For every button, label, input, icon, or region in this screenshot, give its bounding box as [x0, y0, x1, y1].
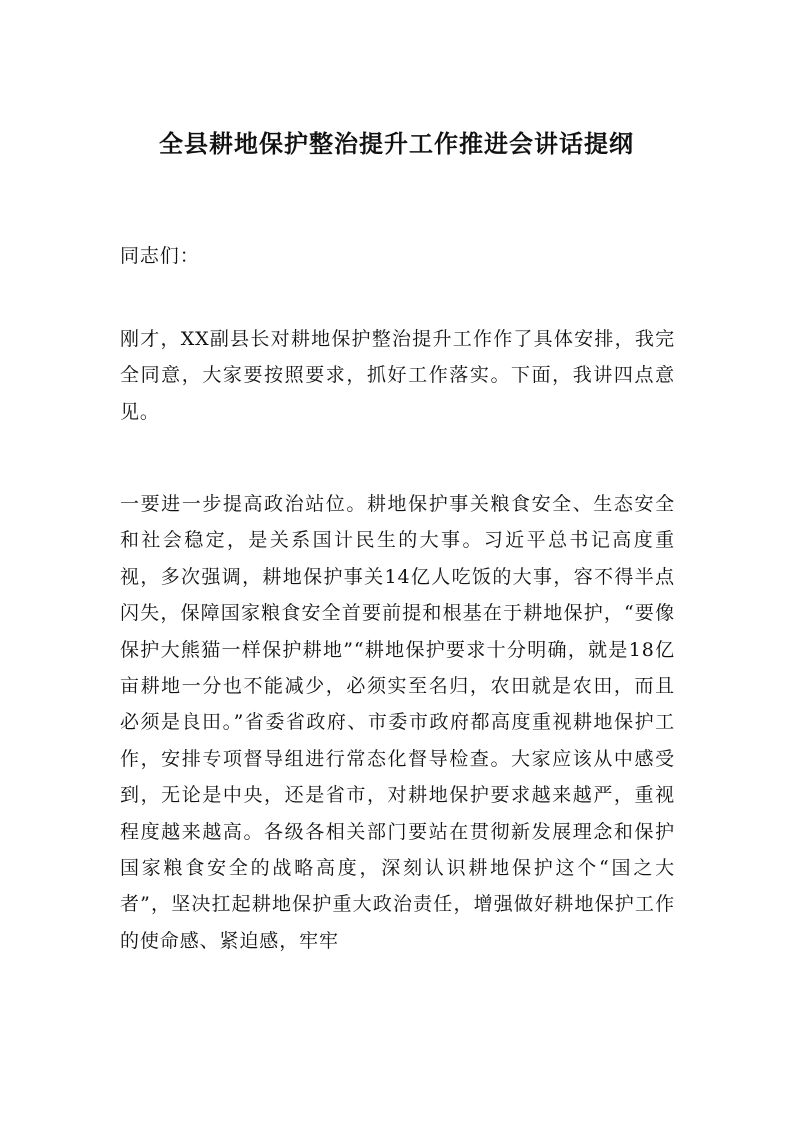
paragraph-point-one: 一要进一步提高政治站位。耕地保护事关粮食安全、生态安全和社会稳定，是关系国计民生的大事。习近平总书记高度重视，多次强调，耕地保护事关14亿人吃饭的大事，容不得半点闪失，保障国家粮食安全首要前提和根基在于耕地保护，“要像保护大熊猫一样保护耕地”“耕地保护要求十分明确，就是18亿亩耕地一分也不能减少，必须实至名归，农田就是农田，而且必须是良田。”省委省政府、市委市政府都高度重视耕地保护工作，安排专项督导组进行常态化督导检查。大家应该从中感受到，无论是中央，还是省市，对耕地保护要求越来越严，重视程度越来越高。各级各相关部门要站在贯彻新发展理念和保护国家粮食安全的战略高度，深刻认识耕地保护这个“国之大者”，坚决扛起耕地保护重大政治责任，增强做好耕地保护工作的使命感、紧迫感，牢牢: [120, 493, 675, 952]
document-title: 全县耕地保护整治提升工作推进会讲话提纲: [159, 129, 634, 158]
paragraph-intro: 刚才，XX副县长对耕地保护整治提升工作作了具体安排，我完全同意，大家要按照要求，抓好工作落实。下面，我讲四点意见。: [120, 328, 675, 423]
salutation: 同志们：: [120, 245, 200, 267]
